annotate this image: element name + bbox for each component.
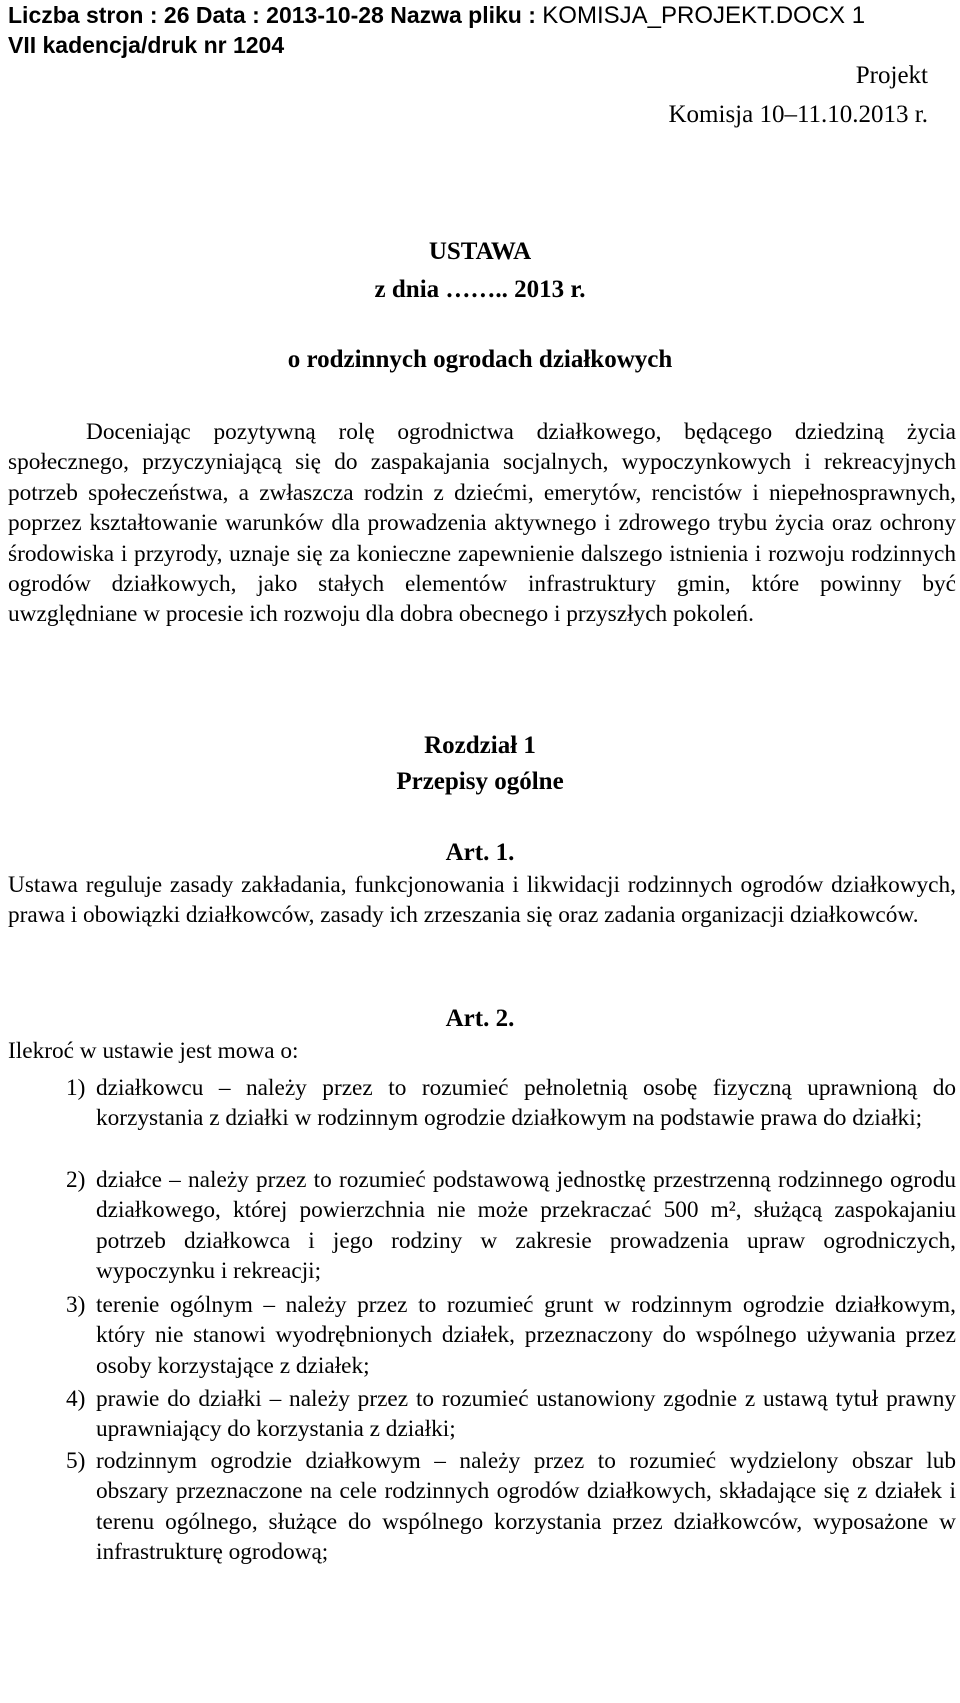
article-1-label: Art. 1.: [445, 839, 515, 866]
komisja-date: Komisja 10–11.10.2013 r.: [668, 101, 928, 128]
definition-item: [66, 1290, 956, 1381]
act-subject: o rodzinnych ogrodach działkowych: [287, 346, 673, 373]
item-number: 5): [66, 1448, 86, 1474]
chapter-name: Przepisy ogólne: [396, 768, 564, 795]
article-1-text: Ustawa reguluje zasady zakładania, funkcjonowania i likwidacji rodzinnych ogrodów działkowych, prawa i obowiązki działkowców, zasady ich zrzeszania się oraz zadania organizacji działkowców.: [8, 872, 956, 929]
item-text: działkowcu – należy przez to rozumieć pełnoletnią osobę fizyczną uprawnioną do korzystania z działki w rodzinnym ogrodzie działkowym na podstawie prawa do działki;: [96, 1075, 956, 1132]
header-line-1: [8, 0, 865, 31]
item-text: prawie do działki – należy przez to rozumieć ustanowiony zgodnie z ustawą tytuł prawny uprawniający do korzystania z działki;: [96, 1386, 956, 1443]
preamble-text: Doceniając pozytywną rolę ogrodnictwa działkowego, będącego dziedziną życia społecznego, przyczyniającą się do zaspakajania socjalnych, wypoczynkowych i rekreacyjnych potrzeb społeczeństwa, a zwłaszcza rodzin z dziećmi, emerytów, rencistów i niepełnosprawnych, poprzez kształtowanie warunków dla prowadzenia aktywnego i zdrowego trybu życia oraz ochrony środowiska i przyrody, uznaje się za konieczne zapewnienie dalszego istnienia i rozwoju rodzinnych ogrodów działkowych, jako stałych elementów infrastruktury gmin, które powinny być uwzględniane w procesie ich rozwoju dla dobra obecnego i przyszłych pokoleń.: [8, 419, 956, 628]
item-number: 2): [66, 1167, 86, 1193]
article-2-intro: Ilekroć w ustawie jest mowa o:: [8, 1038, 299, 1064]
projekt-label: Projekt: [855, 62, 928, 89]
item-text: działce – należy przez to rozumieć podstawową jednostkę przestrzenną rodzinnego ogrodu działkowego, której powierzchnia nie może przekraczać 500 m², służącą zaspokajaniu potrzeb działkowca i jego rodziny w zakresie prowadzenia upraw ogrodniczych, wypoczynku i rekreacji;: [96, 1167, 956, 1285]
definition-item: [66, 1073, 956, 1134]
preamble: [8, 417, 956, 630]
header-line-2: VII kadencja/druk nr 1204: [8, 32, 285, 58]
definition-item: [66, 1165, 956, 1287]
chapter-number: Rozdział 1: [424, 732, 536, 759]
act-type-title: USTAWA: [428, 238, 532, 265]
header-meta-label: Liczba stron : 26 Data : 2013-10-28 Nazwa pliku :: [8, 2, 543, 28]
item-number: 4): [66, 1386, 86, 1412]
item-text: terenie ogólnym – należy przez to rozumieć grunt w rodzinnym ogrodzie działkowym, który nie stanowi wyodrębnionych działek, przeznaczony do wspólnego używania przez osoby korzystające z działek;: [96, 1292, 956, 1379]
item-number: 1): [66, 1075, 86, 1101]
article-2-label: Art. 2.: [445, 1005, 515, 1032]
header-filename: KOMISJA_PROJEKT.DOCX 1: [542, 2, 866, 29]
act-date: z dnia …….. 2013 r.: [374, 276, 586, 303]
item-number: 3): [66, 1292, 86, 1318]
definition-item: [66, 1446, 956, 1568]
item-text: rodzinnym ogrodzie działkowym – należy przez to rozumieć wydzielony obszar lub obszary przeznaczone na cele rodzinnych ogrodów działkowych, składające się z działek i terenu ogólnego, służące do wspólnego korzystania przez działkowców, wyposażone w infrastrukturę ogrodową;: [96, 1448, 956, 1566]
definition-item: [66, 1384, 956, 1445]
